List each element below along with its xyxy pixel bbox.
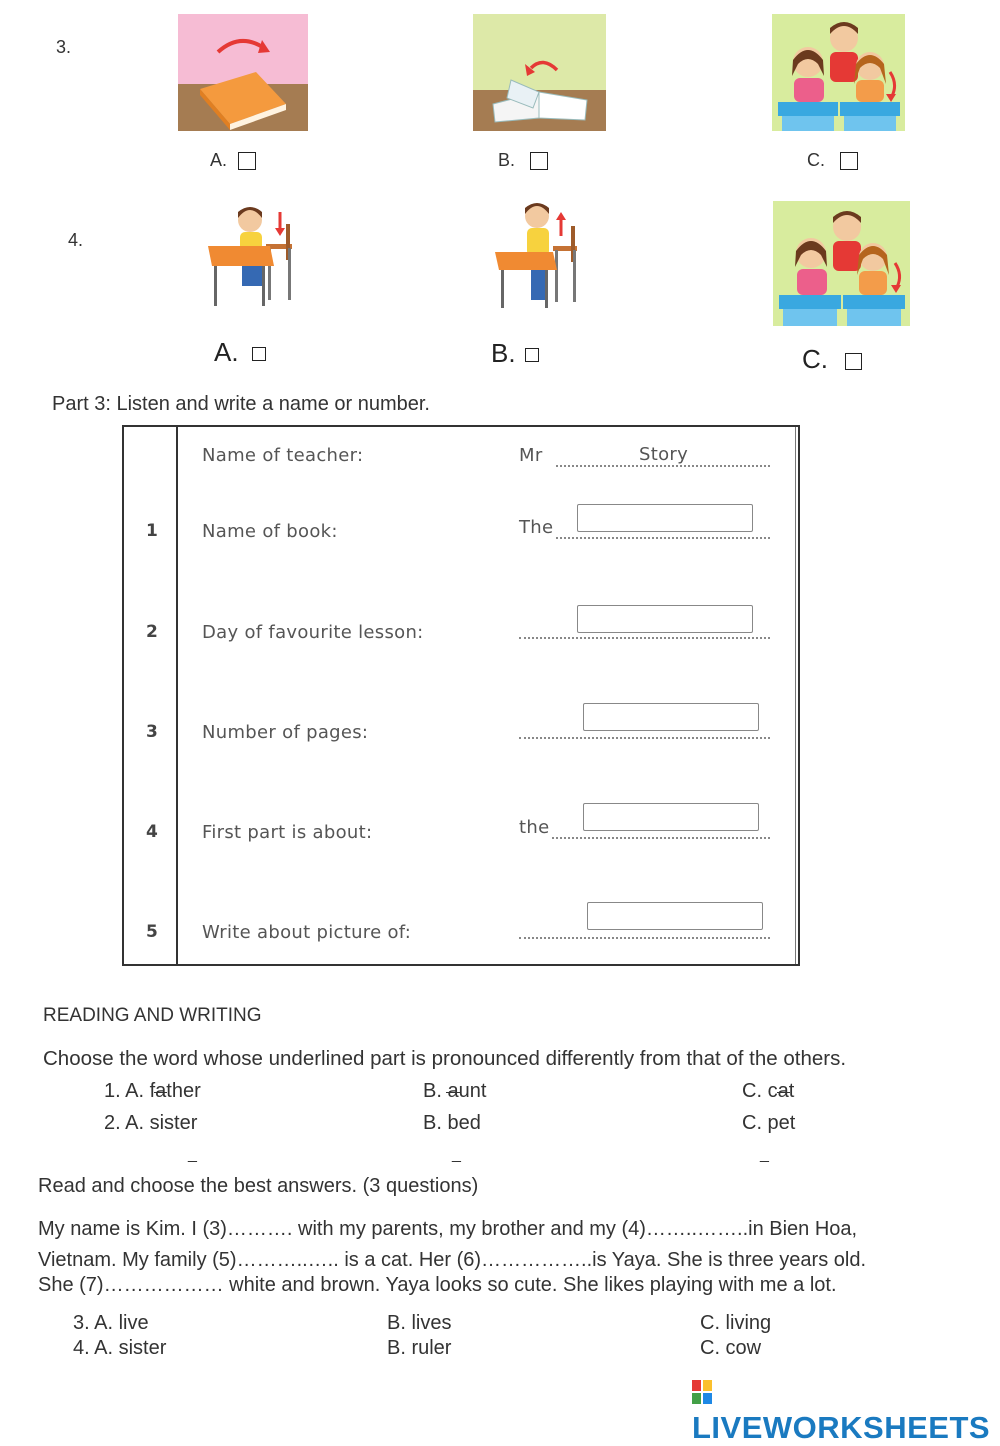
pron-q1-b: [423, 1080, 486, 1103]
example-prefix: Mr: [519, 445, 543, 466]
picture-children-sitting-4c: [773, 201, 910, 326]
pron-q1-c-mark: a: [777, 1080, 789, 1102]
row-3-number: 3: [146, 722, 158, 742]
mc-q4-a[interactable]: [73, 1337, 166, 1360]
option-3b-letter: B.: [498, 150, 516, 170]
part3-table: [122, 425, 800, 966]
mc-q3-c[interactable]: C. living: [700, 1312, 772, 1334]
pron-q1-c: [742, 1080, 794, 1103]
pron-q1-a-letter: A.: [125, 1080, 145, 1102]
checkbox-4a[interactable]: [252, 347, 266, 361]
mc-q3-number: 3.: [73, 1312, 90, 1334]
pron-q1-a-pre: f: [149, 1080, 156, 1102]
option-3c-letter: C.: [807, 150, 825, 170]
pron-q2-a: [104, 1112, 197, 1135]
example-answer: Story: [639, 444, 689, 465]
option-3c: [807, 150, 858, 171]
mc-q4-b[interactable]: B. ruler: [387, 1337, 452, 1359]
pron-q1-a: [104, 1080, 201, 1103]
example-dots: [556, 465, 770, 467]
option-4a: [214, 337, 266, 368]
option-3a: [210, 150, 256, 171]
passage-line-2: Vietnam. My family (5)………..….. is a cat. Her (6)……………..is Yaya. She is three years old.: [38, 1249, 867, 1271]
pron-q2-b: B. bed: [423, 1112, 481, 1134]
pron-q2-a-text: A. sister: [125, 1112, 198, 1134]
pron-q2-c: C. pet: [742, 1112, 796, 1134]
table-divider: [176, 427, 178, 964]
mc-q3-b[interactable]: B. lives: [387, 1312, 452, 1334]
liveworksheets-logo-text: LIVEWORKSHEETS: [692, 1410, 991, 1445]
dash-2: _: [452, 1146, 461, 1163]
mc-q4-c[interactable]: C. cow: [700, 1337, 762, 1359]
option-4c: [802, 344, 862, 375]
picture-opening-book: [473, 14, 606, 131]
checkbox-4b[interactable]: [525, 348, 539, 362]
row-2-label: Day of favourite lesson:: [202, 622, 424, 643]
dash-1: _: [188, 1146, 197, 1163]
pron-q1-a-mark: a: [155, 1080, 167, 1102]
checkbox-4c[interactable]: [845, 353, 862, 370]
option-4b-letter: B.: [491, 338, 516, 368]
mc-q3-a-text: A. live: [94, 1312, 149, 1334]
picture-closing-book: [178, 14, 308, 131]
option-3b: [498, 150, 548, 171]
question-3-number: 3.: [56, 37, 72, 57]
row-1-prefix: The: [519, 517, 554, 538]
row-4-prefix: the: [519, 817, 550, 838]
passage-line-1: My name is Kim. I (3)………. with my parents, my brother and my (4)……..……..in Bien Hoa,: [38, 1218, 858, 1240]
pron-q1-b-letter: B.: [423, 1080, 442, 1102]
passage-line-3: She (7)……………… white and brown. Yaya looks so cute. She likes playing with me a lot.: [38, 1274, 837, 1296]
checkbox-3a[interactable]: [238, 152, 256, 170]
picture-children-sitting-3c: [772, 14, 905, 131]
row-3-dots: [519, 737, 770, 739]
row-5-label: Write about picture of:: [202, 922, 412, 943]
option-3a-letter: A.: [210, 150, 228, 170]
row-2-dots: [519, 637, 770, 639]
pron-q1-c-letter: C.: [742, 1080, 762, 1102]
pron-q1-b-post: unt: [458, 1080, 487, 1102]
picture-boy-standing-up: [493, 200, 583, 310]
liveworksheets-logo-icon: [692, 1376, 712, 1400]
mc-q4-a-text: A. sister: [94, 1337, 167, 1359]
row-5-dots: [519, 937, 770, 939]
pron-q1-c-pre: c: [767, 1080, 778, 1102]
reading-heading: READING AND WRITING: [43, 1005, 262, 1026]
row-3-label: Number of pages:: [202, 722, 369, 743]
option-4b: [491, 338, 539, 369]
mc-q3-a[interactable]: [73, 1312, 149, 1335]
pron-q1-c-post: t: [788, 1080, 795, 1102]
pronunciation-instruction: Choose the word whose underlined part is pronounced differently from that of the others.: [43, 1047, 847, 1070]
pron-q1-number: 1.: [104, 1080, 121, 1102]
picture-boy-sitting-down: [204, 200, 300, 310]
row-2-number: 2: [146, 622, 158, 642]
option-4a-letter: A.: [214, 337, 239, 367]
row-1-label: Name of book:: [202, 521, 338, 542]
pron-q1-b-mark: a: [447, 1080, 459, 1102]
answer-input-1[interactable]: [577, 504, 753, 532]
pron-q2-number: 2.: [104, 1112, 121, 1134]
row-4-label: First part is about:: [202, 822, 373, 843]
row-1-dots: [556, 537, 770, 539]
example-label: Name of teacher:: [202, 445, 364, 466]
question-4-number: 4.: [68, 230, 84, 250]
answer-input-3[interactable]: [583, 703, 759, 731]
dash-3: _: [760, 1146, 769, 1163]
row-4-number: 4: [146, 822, 158, 842]
pron-q1-a-post: ther: [166, 1080, 201, 1102]
answer-input-5[interactable]: [587, 902, 763, 930]
row-5-number: 5: [146, 922, 158, 942]
row-4-dots: [552, 837, 770, 839]
answer-input-4[interactable]: [583, 803, 759, 831]
reading-instruction: Read and choose the best answers. (3 questions): [38, 1175, 479, 1197]
table-right-edge: [795, 427, 796, 964]
part3-title: Part 3: Listen and write a name or number.: [52, 393, 430, 415]
checkbox-3b[interactable]: [530, 152, 548, 170]
option-4c-letter: C.: [802, 344, 828, 374]
checkbox-3c[interactable]: [840, 152, 858, 170]
answer-input-2[interactable]: [577, 605, 753, 633]
row-1-number: 1: [146, 521, 158, 541]
mc-q4-number: 4.: [73, 1337, 90, 1359]
liveworksheets-logo: [692, 1374, 1000, 1446]
